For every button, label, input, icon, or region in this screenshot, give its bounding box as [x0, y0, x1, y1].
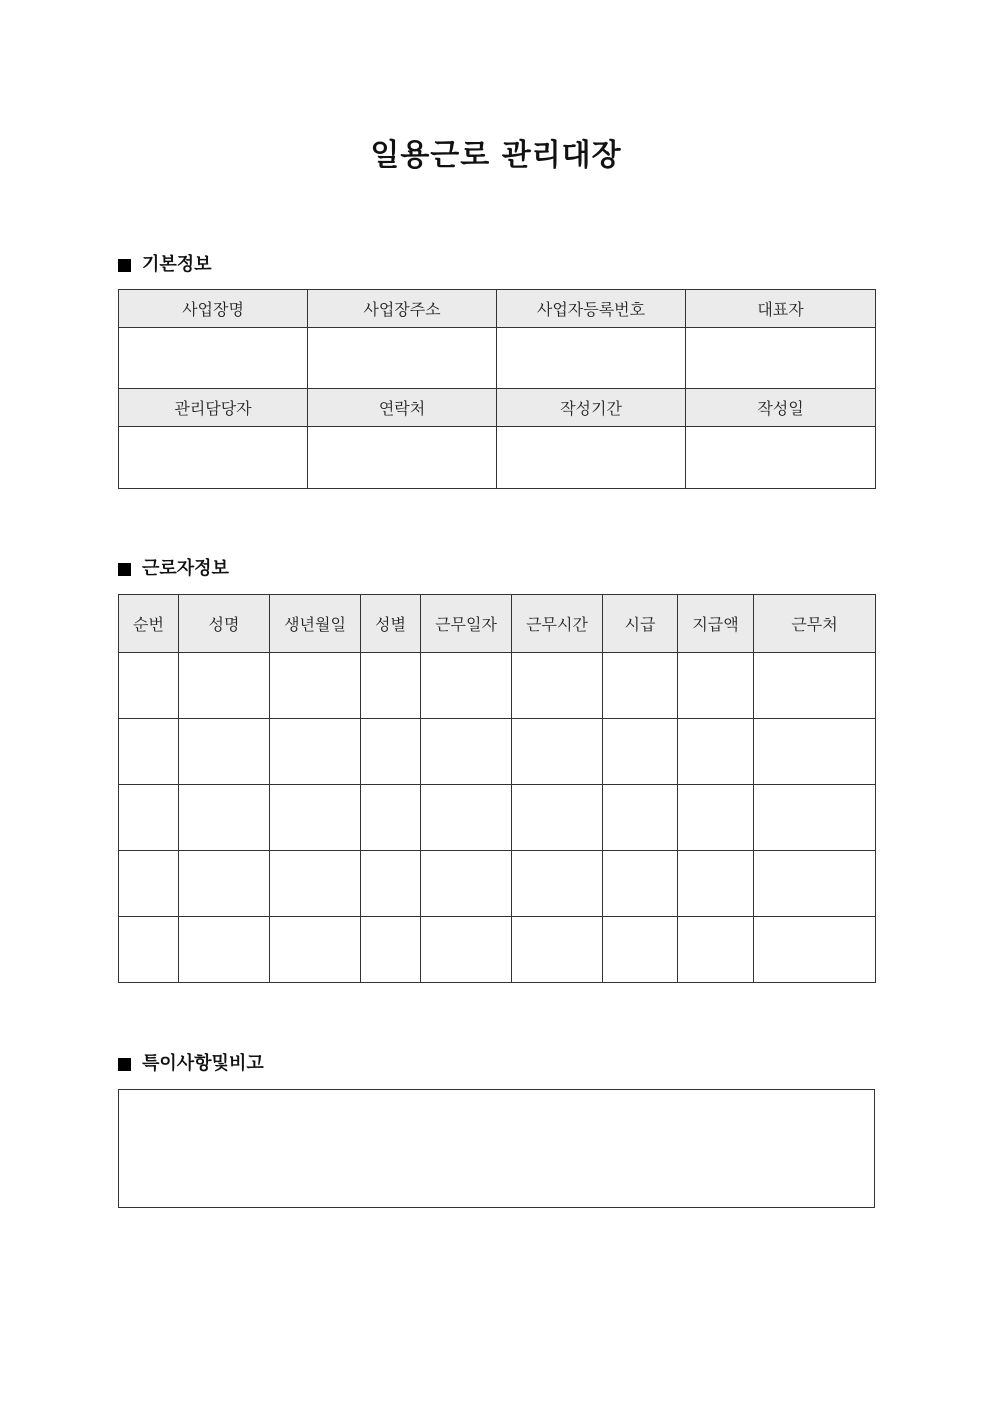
work-date-cell[interactable]	[421, 719, 512, 785]
seq-cell[interactable]	[119, 719, 179, 785]
table-row	[119, 719, 876, 785]
name-cell[interactable]	[179, 785, 270, 851]
header-name: 성명	[179, 595, 270, 653]
table-row	[119, 917, 876, 983]
work-date-cell[interactable]	[421, 851, 512, 917]
work-hours-cell[interactable]	[512, 653, 603, 719]
hourly-wage-cell[interactable]	[603, 719, 678, 785]
hourly-wage-cell[interactable]	[603, 917, 678, 983]
basic-info-heading	[118, 253, 212, 277]
workplace-cell[interactable]	[754, 719, 876, 785]
manager-field[interactable]	[119, 427, 308, 489]
worker-info-heading-label: 근로자정보	[142, 558, 229, 579]
remarks-heading	[118, 1052, 264, 1076]
payment-cell[interactable]	[678, 653, 754, 719]
workplace-cell[interactable]	[754, 785, 876, 851]
worker-info-heading	[118, 557, 229, 581]
birthdate-cell[interactable]	[270, 653, 361, 719]
period-field[interactable]	[497, 427, 686, 489]
birthdate-cell[interactable]	[270, 719, 361, 785]
name-cell[interactable]	[179, 653, 270, 719]
square-bullet-icon	[118, 1058, 131, 1071]
remarks-heading-label: 특이사항및비고	[142, 1053, 264, 1074]
table-row	[119, 851, 876, 917]
work-hours-cell[interactable]	[512, 719, 603, 785]
hourly-wage-cell[interactable]	[603, 785, 678, 851]
square-bullet-icon	[118, 259, 131, 272]
worker-header-row	[119, 595, 876, 653]
birthdate-cell[interactable]	[270, 851, 361, 917]
representative-field[interactable]	[686, 328, 876, 389]
header-gender: 성별	[361, 595, 421, 653]
basic-header-row-2	[119, 389, 876, 427]
work-hours-cell[interactable]	[512, 851, 603, 917]
remarks-field[interactable]	[118, 1089, 875, 1208]
basic-header-row-1	[119, 290, 876, 328]
header-hourly-wage: 시급	[603, 595, 678, 653]
header-work-date: 근무일자	[421, 595, 512, 653]
seq-cell[interactable]	[119, 917, 179, 983]
work-hours-cell[interactable]	[512, 917, 603, 983]
gender-cell[interactable]	[361, 917, 421, 983]
work-date-cell[interactable]	[421, 917, 512, 983]
header-period: 작성기간	[497, 389, 686, 427]
seq-cell[interactable]	[119, 851, 179, 917]
worker-info-table	[118, 594, 876, 983]
table-row	[119, 785, 876, 851]
header-workplace: 근무처	[754, 595, 876, 653]
registration-number-field[interactable]	[497, 328, 686, 389]
header-manager: 관리담당자	[119, 389, 308, 427]
basic-input-row-1	[119, 328, 876, 389]
name-cell[interactable]	[179, 917, 270, 983]
payment-cell[interactable]	[678, 719, 754, 785]
document-title: 일용근로 관리대장	[370, 138, 622, 173]
basic-info-table	[118, 289, 876, 489]
header-registration-number: 사업자등록번호	[497, 290, 686, 328]
table-row	[119, 653, 876, 719]
hourly-wage-cell[interactable]	[603, 851, 678, 917]
name-cell[interactable]	[179, 851, 270, 917]
date-written-field[interactable]	[686, 427, 876, 489]
workplace-cell[interactable]	[754, 653, 876, 719]
worker-rows	[119, 653, 876, 983]
payment-cell[interactable]	[678, 785, 754, 851]
basic-input-row-2	[119, 427, 876, 489]
hourly-wage-cell[interactable]	[603, 653, 678, 719]
header-work-hours: 근무시간	[512, 595, 603, 653]
contact-field[interactable]	[308, 427, 497, 489]
header-business-name: 사업장명	[119, 290, 308, 328]
header-contact: 연락처	[308, 389, 497, 427]
gender-cell[interactable]	[361, 851, 421, 917]
business-address-field[interactable]	[308, 328, 497, 389]
header-representative: 대표자	[686, 290, 876, 328]
square-bullet-icon	[118, 563, 131, 576]
header-payment: 지급액	[678, 595, 754, 653]
gender-cell[interactable]	[361, 653, 421, 719]
payment-cell[interactable]	[678, 917, 754, 983]
seq-cell[interactable]	[119, 785, 179, 851]
gender-cell[interactable]	[361, 719, 421, 785]
birthdate-cell[interactable]	[270, 917, 361, 983]
workplace-cell[interactable]	[754, 917, 876, 983]
header-business-address: 사업장주소	[308, 290, 497, 328]
payment-cell[interactable]	[678, 851, 754, 917]
workplace-cell[interactable]	[754, 851, 876, 917]
work-hours-cell[interactable]	[512, 785, 603, 851]
header-seq: 순번	[119, 595, 179, 653]
work-date-cell[interactable]	[421, 785, 512, 851]
birthdate-cell[interactable]	[270, 785, 361, 851]
basic-info-heading-label: 기본정보	[142, 254, 212, 275]
header-date-written: 작성일	[686, 389, 876, 427]
header-birthdate: 생년월일	[270, 595, 361, 653]
business-name-field[interactable]	[119, 328, 308, 389]
work-date-cell[interactable]	[421, 653, 512, 719]
gender-cell[interactable]	[361, 785, 421, 851]
name-cell[interactable]	[179, 719, 270, 785]
seq-cell[interactable]	[119, 653, 179, 719]
